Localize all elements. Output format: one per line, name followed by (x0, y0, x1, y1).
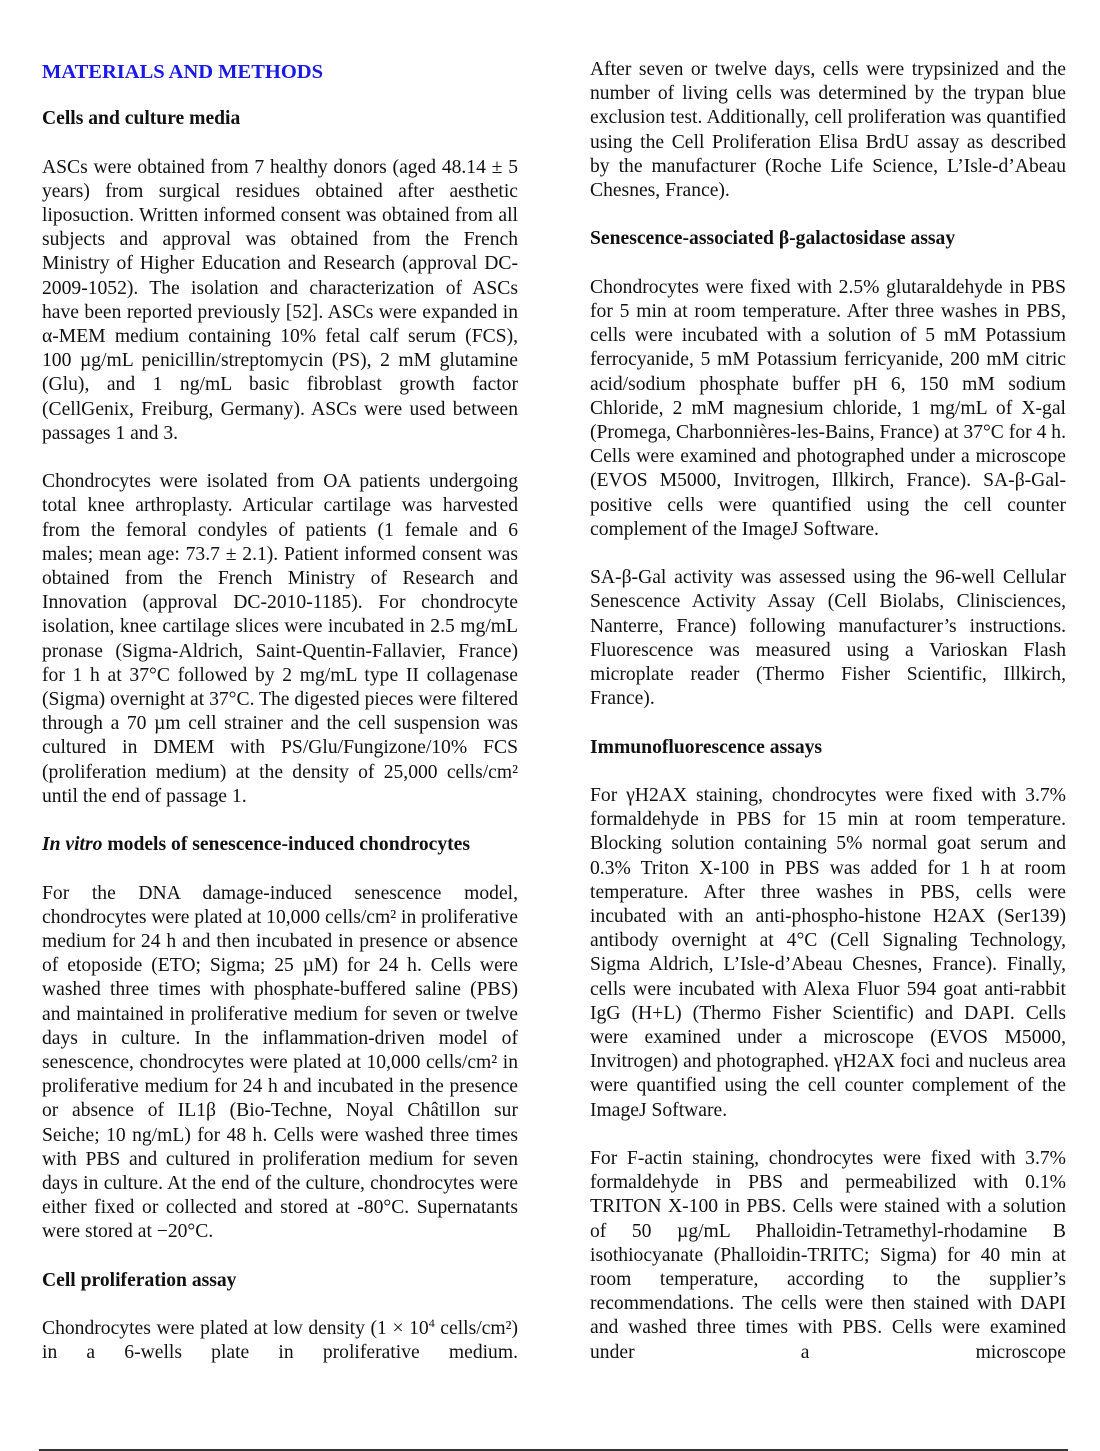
right-column (590, 58, 1066, 1365)
subheading-sa-beta-gal: Senescence-associated β-galactosidase assay (590, 228, 956, 250)
left-column (42, 58, 518, 1366)
paragraph-proliferation-cont: After seven or twelve days, cells were trypsinized and the number of living cells was determined by the trypan blue exclusion test. Additionally, cell proliferation was quantified using the Cell Proliferation Elisa BrdU assay as described by the manufacturer (Roche Life Science, L’Isle-d’Abeau Chesnes, France). (590, 59, 1066, 202)
subheading-italic-part: In vitro (42, 834, 103, 856)
paragraph-proliferation-start (42, 1317, 518, 1365)
subheading-rest: models of senescence-induced chondrocytes (102, 834, 470, 856)
paragraph-sa-beta-gal-staining: Chondrocytes were fixed with 2.5% glutaraldehyde in PBS for 5 min at room temperature. After three washes in PBS, cells were incubated with a solution of 5 mM Potassium ferrocyanide, 5 mM Potassium ferricyanide, 200 mM citric acid/sodium phosphate buffer pH 6, 150 mM sodium Chloride, 2 mM magnesium chloride, 1 mg/mL of X-gal (Promega, Charbonnières-les-Bains, France) at 37°C for 4 h. Cells were examined and photographed under a microscope (EVOS M5000, Invitrogen, Illkirch, France). SA-β-Gal-positive cells were quantified using the cell counter complement of the ImageJ Software. (590, 276, 1066, 540)
paragraph-gh2ax-staining: For γH2AX staining, chondrocytes were fixed with 3.7% formaldehyde in PBS for 15 min at room temperature. Blocking solution containing 5% normal goat serum and 0.3% Triton X-100 in PBS was added for 1 h at room temperature. After three washes in PBS, cells were incubated with an anti-phospho-histone H2AX (Ser139) antibody overnight at 4°C (Cell Signaling Technology, Sigma Aldrich, L’Isle-d’Abeau Chesnes, France). Finally, cells were incubated with Alexa Fluor 594 goat anti-rabbit IgG (H+L) (Thermo Fisher Scientific) and DAPI. Cells were examined under a microscope (EVOS M5000, Invitrogen) and photographed. γH2AX foci and nucleus area were quantified using the cell counter complement of the ImageJ Software. (590, 785, 1066, 1121)
subheading-immunofluorescence: Immunofluorescence assays (590, 736, 823, 758)
subheading-cells-culture-media: Cells and culture media (42, 108, 241, 130)
paragraph-ascs: ASCs were obtained from 7 healthy donors (aged 48.14 ± 5 years) from surgical residues obtained after aesthetic liposuction. Written informed consent was obtained from all subjects and approval was obtained from the French Ministry of Higher Education and Research (approval DC-2009-1052). The isolation and characterization of ASCs have been reported previously [52]. ASCs were expanded in α-MEM medium containing 10% fetal calf serum (FCS), 100 µg/mL penicillin/streptomycin (PS), 2 mM glutamine (Glu), and 1 ng/mL basic fibroblast growth factor (CellGenix, Freiburg, Germany). ASCs were used between passages 1 and 3. (42, 156, 518, 444)
subheading-in-vitro-models (42, 833, 518, 857)
text-fragment: cells/cm²) in a 6-wells plate in proliferative medium. (42, 1318, 518, 1364)
paragraph-f-actin-staining: For F-actin staining, chondrocytes were fixed with 3.7% formaldehyde in PBS and permeabilized with 0.1% TRITON X-100 in PBS. Cells were stained with a solution of 50 µg/mL Phalloidin-Tetramethyl-rhodamine B isothiocyanate (Phalloidin-TRITC; Sigma) for 40 min at room temperature, according to the supplier’s recommendations. The cells were then stained with DAPI and washed three times with PBS. Cells were examined under a microscope (590, 1148, 1066, 1363)
section-title: MATERIALS AND METHODS (42, 61, 323, 83)
paragraph-senescence-models: For the DNA damage-induced senescence model, chondrocytes were plated at 10,000 cells/cm² in proliferative medium for 24 h and then incubated in presence or absence of etoposide (ETO; Sigma; 25 µM) for 24 h. Cells were washed three times with phosphate-buffered saline (PBS) and maintained in proliferative medium for seven or twelve days in culture. In the inflammation-driven model of senescence, chondrocytes were plated at 10,000 cells/cm² in proliferative medium for 24 h and incubated in the presence or absence of IL1β (Bio-Techne, Noyal Châtillon sur Seiche; 10 ng/mL) for 48 h. Cells were washed three times with PBS and cultured in proliferation medium for seven days in culture. At the end of the culture, chondrocytes were either fixed or collected and stored at -80°C. Supernatants were stored at −20°C. (42, 882, 518, 1243)
subheading-cell-proliferation-assay: Cell proliferation assay (42, 1269, 237, 1291)
paragraph-chondrocyte-isolation: Chondrocytes were isolated from OA patients undergoing total knee arthroplasty. Articular cartilage was harvested from the femoral condyles of patients (1 female and 6 males; mean age: 73.7 ± 2.1). Patient informed consent was obtained from the French Ministry of Research and Innovation (approval DC-2010-1185). For chondrocyte isolation, knee cartilage slices were incubated in 2.5 mg/mL pronase (Sigma-Aldrich, Saint-Quentin-Fallavier, France) for 1 h at 37°C followed by 2 mg/mL type II collagenase (Sigma) overnight at 37°C. The digested pieces were filtered through a 70 µm cell strainer and the cell suspension was cultured in DMEM with PS/Glu/Fungizone/10% FCS (proliferation medium) at the density of 25,000 cells/cm² until the end of passage 1. (42, 471, 518, 807)
paragraph-sa-beta-gal-activity: SA-β-Gal activity was assessed using the 96-well Cellular Senescence Activity Assay (Cell Biolabs, Clinisciences, Nanterre, France) following manufacturer’s instructions. Fluorescence was measured using a Varioskan Flash microplate reader (Thermo Fisher Scientific, Illkirch, France). (590, 567, 1066, 710)
superscript: 4 (428, 1316, 435, 1331)
text-fragment: Chondrocytes were plated at low density (1 × 10 (42, 1318, 429, 1340)
